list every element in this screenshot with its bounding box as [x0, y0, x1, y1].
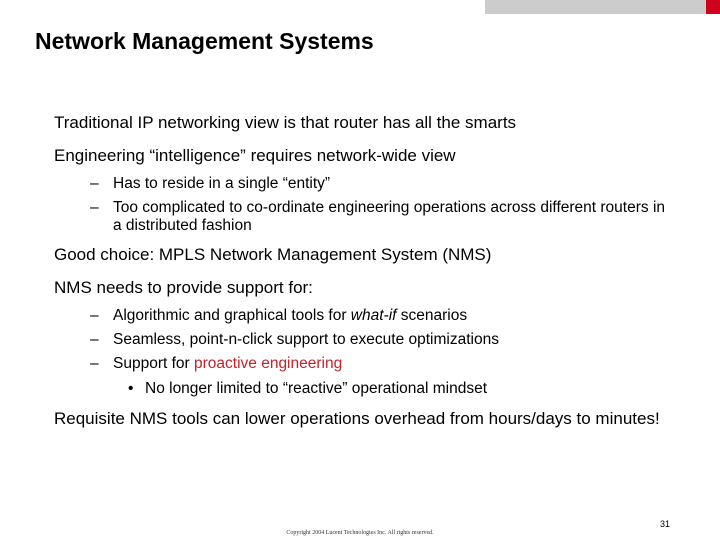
- sub-point-algorithmic-tools: [54, 307, 673, 325]
- bullet-point-2: Engineering “intelligence” requires network-wide view: [54, 146, 456, 165]
- sub-point-proactive-engineering: [54, 355, 673, 373]
- slide-body: [54, 112, 694, 441]
- dash-marker: –: [90, 331, 99, 348]
- sub-point-text-after: scenarios: [396, 307, 468, 324]
- copyright-footer: [0, 530, 720, 536]
- dash-marker: –: [90, 175, 99, 192]
- sub-point-text: Too complicated to co-ordinate engineering operations across different routers in a distributed fashion: [113, 199, 666, 234]
- dash-marker: –: [90, 199, 99, 216]
- bullet-point-5: Requisite NMS tools can lower operations overhead from hours/days to minutes!: [54, 409, 660, 428]
- proactive-engineering-highlight: proactive engineering: [194, 355, 343, 372]
- slide-title: Network Management Systems: [35, 28, 374, 54]
- sub-point-text: Has to reside in a single “entity”: [113, 175, 331, 192]
- top-bar-red-corner: [706, 0, 720, 14]
- copyright-text: Copyright 2004 Lucent Technologies Inc. All rights reserved.: [286, 530, 434, 536]
- top-bar-gray-segment: [485, 0, 706, 14]
- sub-point-seamless-support: [54, 331, 673, 349]
- sub-point-text-before: Support for: [113, 355, 194, 372]
- dash-marker: –: [90, 307, 99, 324]
- sub-sub-point-text: No longer limited to “reactive” operational mindset: [145, 380, 488, 397]
- top-decorative-bar: [0, 0, 720, 14]
- sub-point-too-complicated: [54, 199, 673, 235]
- sub-point-single-entity: [54, 175, 673, 193]
- bullet-point-1: Traditional IP networking view is that router has all the smarts: [54, 113, 517, 132]
- sub-point-text: Seamless, point-n-click support to execute optimizations: [113, 331, 499, 348]
- bullet-point-3: Good choice: MPLS Network Management System (NMS): [54, 245, 492, 264]
- sub-point-text-before: Algorithmic and graphical tools for: [113, 307, 351, 324]
- dash-marker: –: [90, 355, 99, 372]
- bullet-point-4: NMS needs to provide support for:: [54, 278, 313, 297]
- sub-sub-point-reactive-mindset: [54, 380, 685, 398]
- top-bar-blank-segment: [0, 0, 485, 14]
- what-if-emphasis: what-if: [350, 307, 397, 324]
- page-number: 31: [659, 519, 670, 529]
- bullet-marker: •: [128, 380, 134, 397]
